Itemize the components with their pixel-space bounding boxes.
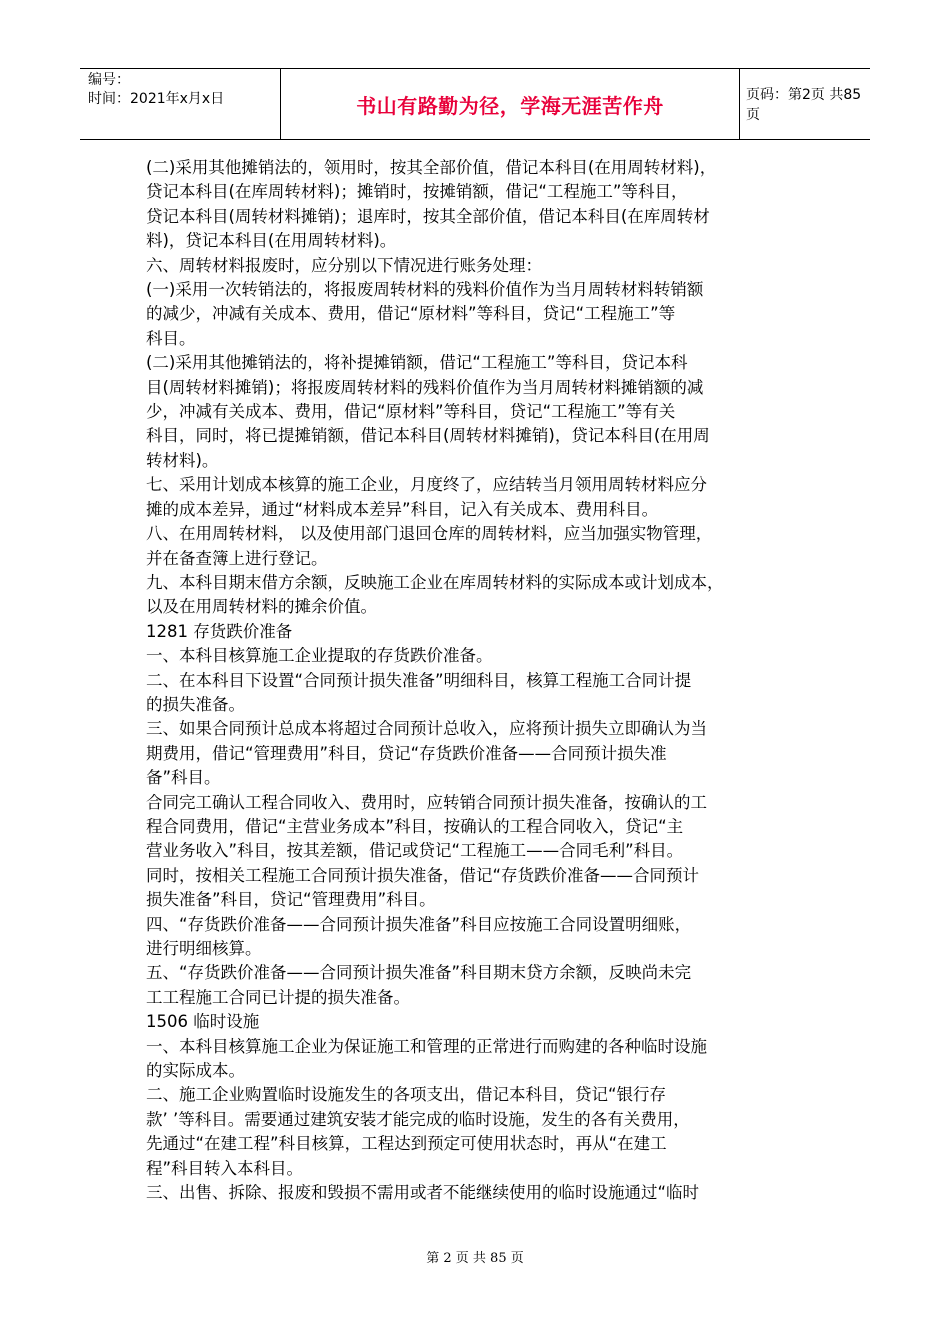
body-line: 七、采用计划成本核算的施工企业，月度终了，应结转当月领用周转材料应分 bbox=[146, 475, 707, 495]
header-motto-cell bbox=[280, 69, 740, 139]
body-line: 损失准备”科目，贷记“管理费用”科目。 bbox=[146, 890, 436, 910]
body-line: 二、施工企业购置临时设施发生的各项支出，借记本科目，贷记“银行存 bbox=[146, 1085, 667, 1105]
body-line: (一)采用一次转销法的，将报废周转材料的残料价值作为当月周转材料转销额 bbox=[146, 280, 704, 300]
body-line: 营业务收入”科目，按其差额，借记或贷记“工程施工——合同毛利”科目。 bbox=[146, 841, 684, 861]
body-line: 先通过“在建工程”科目核算，工程达到预定可使用状态时，再从“在建工 bbox=[146, 1134, 667, 1154]
body-line: 八、在用周转材料， 以及使用部门退回仓库的周转材料，应当加强实物管理， bbox=[146, 524, 713, 544]
body-line: 二、在本科目下设置“合同预计损失准备”明细科目，核算工程施工合同计提 bbox=[146, 670, 692, 690]
body-line: 六、周转材料报废时，应分别以下情况进行账务处理： bbox=[146, 255, 542, 275]
body-line: 1506 临时设施 bbox=[146, 1012, 260, 1032]
body-line: 九、本科目期末借方余额，反映施工企业在库周转材料的实际成本或计划成本， bbox=[146, 572, 724, 592]
body-line: 少，冲减有关成本、费用，借记“原材料”等科目，贷记“工程施工”等有关 bbox=[146, 402, 676, 422]
body-line: 贷记本科目(在库周转材料)；摊销时，按摊销额，借记“工程施工”等科目， bbox=[146, 182, 688, 202]
body-line: 五、“存货跌价准备——合同预计损失准备”科目期末贷方余额，反映尚未完 bbox=[146, 963, 692, 983]
body-line: 款’ ’等科目。需要通过建筑安装才能完成的临时设施，发生的各有关费用， bbox=[146, 1109, 690, 1129]
body-line: 科目。 bbox=[146, 328, 196, 348]
body-line: 程合同费用，借记“主营业务成本”科目，按确认的工程合同收入，贷记“主 bbox=[146, 816, 684, 836]
body-line: 三、出售、拆除、报废和毁损不需用或者不能继续使用的临时设施通过“临时 bbox=[146, 1183, 700, 1203]
body-line: 工工程施工合同已计提的损失准备。 bbox=[146, 987, 410, 1007]
body-line: 摊的成本差异，通过“材料成本差异”科目，记入有关成本、费用科目。 bbox=[146, 499, 659, 519]
page-footer: 第 2 页 共 85 页 bbox=[426, 1251, 524, 1266]
body-line: 科目，同时，将已提摊销额，借记本科目(周转材料摊销)，贷记本科目(在用周 bbox=[146, 426, 710, 446]
body-line: 四、“存货跌价准备——合同预计损失准备”科目应按施工合同设置明细账， bbox=[146, 914, 692, 934]
body-line: 转材料)。 bbox=[146, 450, 219, 470]
body-line: 备”科目。 bbox=[146, 768, 221, 788]
document-body bbox=[146, 156, 822, 1205]
body-line: 的实际成本。 bbox=[146, 1061, 245, 1081]
page-number-label: 页码：第2页 共85页 bbox=[746, 87, 862, 123]
body-line: 一、本科目核算施工企业为保证施工和管理的正常进行而购建的各种临时设施 bbox=[146, 1036, 707, 1056]
number-label: 编号： bbox=[88, 72, 130, 88]
body-line: 贷记本科目(周转材料摊销)；退库时，按其全部价值，借记本科目(在库周转材 bbox=[146, 206, 710, 226]
body-line: 进行明细核算。 bbox=[146, 939, 262, 958]
time-label: 时间：2021年x月x日 bbox=[88, 91, 225, 107]
body-line: 一、本科目核算施工企业提取的存货跌价准备。 bbox=[146, 646, 493, 666]
body-line: 的减少，冲减有关成本、费用，借记“原材料”等科目，贷记“工程施工”等 bbox=[146, 304, 676, 324]
motto-text: 书山有路勤为径，学海无涯苦作舟 bbox=[356, 93, 664, 118]
body-line: 目(周转材料摊销)；将报废周转材料的残料价值作为当月周转材料摊销额的减 bbox=[146, 377, 704, 397]
header-left-cell bbox=[80, 69, 280, 141]
body-line: 并在备查簿上进行登记。 bbox=[146, 548, 328, 568]
body-line: (二)采用其他摊销法的，将补提摊销额，借记“工程施工”等科目，贷记本科 bbox=[146, 353, 688, 373]
body-line: 同时，按相关工程施工合同预计损失准备，借记“存货跌价准备——合同预计 bbox=[146, 865, 700, 885]
body-line: 期费用，借记“管理费用”科目，贷记“存货跌价准备——合同预计损失准 bbox=[146, 743, 667, 763]
header-page-cell bbox=[738, 69, 870, 139]
body-line: (二)采用其他摊销法的，领用时，按其全部价值，借记本科目(在用周转材料)， bbox=[146, 158, 717, 177]
body-line: 合同完工确认工程合同收入、费用时，应转销合同预计损失准备，按确认的工 bbox=[146, 792, 707, 812]
body-line: 三、如果合同预计总成本将超过合同预计总收入，应将预计损失立即确认为当 bbox=[146, 719, 707, 739]
body-line: 以及在用周转材料的摊余价值。 bbox=[146, 597, 377, 617]
body-line: 的损失准备。 bbox=[146, 694, 245, 714]
body-line: 程”科目转入本科目。 bbox=[146, 1158, 304, 1178]
body-line: 1281 存货跌价准备 bbox=[146, 621, 293, 641]
body-line: 料)，贷记本科目(在用周转材料)。 bbox=[146, 231, 397, 251]
page-header bbox=[80, 68, 870, 140]
